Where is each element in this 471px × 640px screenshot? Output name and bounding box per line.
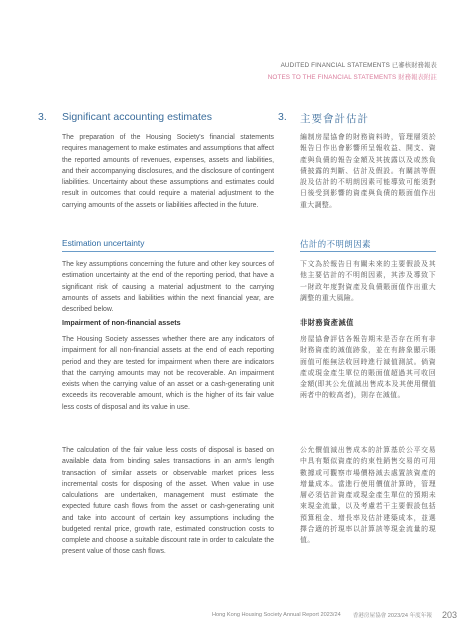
estimation-rule-zh [300,251,436,252]
page-number: 203 [441,610,457,620]
estimation-title-zh: 估計的不明朗因素 [300,239,371,249]
estimation-rule-en [62,251,274,252]
running-header-statements: AUDITED FINANCIAL STATEMENTS 已審核財務報表 [280,62,437,69]
impairment-title-zh: 非財務資產減值 [300,318,354,327]
estimation-paragraph-zh: 下文為於報告日有關未來的主要假設及其他主要估計的不明朗因素，其涉及導致下一財政年度對資產及負債賬面值作出重大調整的重大風險。 [300,261,436,302]
impairment-paragraph-2-en: The calculation of the fair value less costs of disposal is based on available data from binding sales transactions in an arm's length transaction of similar assets or observable market prices less incremental costs for disposing of the asset. When value in use calculations are undertaken, management must estimate the expected future cash flows from the asset or cash-generating unit and take into account of certain key assumptions including the budgeted rental price, growth rate, estimated construction costs to complete and choose a suitable discount rate in order to calculate the present value of those cash flows. [62,447,274,556]
footer-report-title-zh: 香港房屋協會 2023/24 年度年報 [352,613,432,619]
section-title-en: Significant accounting estimates [62,111,212,123]
intro-paragraph-en: The preparation of the Housing Society's financial statements requires management to make estimates and assumptions that affect the reported amounts of revenues, expenses, assets and liabilities, and their accompanying disclosures, and the disclosure of contingent liabilities. Uncertainty about these assumptions and estimates could result in outcomes that could require a material adjustment to the carrying amounts of the assets or liabilities affected in the future. [62,134,274,209]
section-number-en: 3. [38,111,47,123]
footer-report-title-en: Hong Kong Housing Society Annual Report 2023/24 [211,612,341,618]
page-footer [212,610,457,620]
section-number-zh: 3. [278,111,287,123]
impairment-paragraph-1-en: The Housing Society assesses whether there are any indicators of impairment for all non-financial assets at the end of each reporting period and they are tested for impairment when there are indicators that the carrying amounts may not be recoverable. An impairment exists when the carrying value of an asset or a cash-generating unit exceeds its recoverable amount, which is the higher of its fair value less costs of disposal and its value in use. [62,336,274,411]
intro-paragraph-zh: 編制房屋協會的財務資料時，管理層須於報告日作出會影響所呈報收益、開支、資產與負債的報告金額及其披露以及或然負債披露的判斷、估計及假設。有關該等假設及估計的不明朗因素可能導致可能須對日後受到影響的資產與負債的賬面值作出重大調整。 [300,134,436,209]
estimation-paragraph-en: The key assumptions concerning the future and other key sources of estimation uncertainty at the end of the reporting period, that have a significant risk of causing a material adjustment to the carrying amounts of assets and liabilities within the next financial year, are described below. [62,261,274,313]
impairment-title-en: Impairment of non-financial assets [62,318,181,327]
impairment-paragraph-1-zh: 房屋協會評估各報告期末是否存在所有非財務資產的減值跡象，並在有跡象顯示賬面值可能無法收回時進行減值測試。倘資產或現金產生單位的賬面值超過其可收回金額(即其公允值減出售成本及其使用價值兩者中的較高者)，則存在減值。 [300,336,436,400]
impairment-paragraph-2-zh: 公允價值減出售成本的計算基於公平交易中具有類似資產的約束性銷售交易的可用數據或可觀察市場價格減去處置該資產的增量成本。當進行使用價值計算時，管理層必須估計資產或現金產生單位的預期未來現金流量，以及考慮若干主要假設包括預算租金、增長率及估計建築成本，並選擇合適的折現率以計算該等現金流量的現值。 [300,447,436,544]
running-header-notes: NOTES TO THE FINANCIAL STATEMENTS 財務報表附註 [267,74,437,81]
estimation-title-en: Estimation uncertainty [62,238,145,248]
section-title-zh: 主要會計估計 [300,113,369,125]
